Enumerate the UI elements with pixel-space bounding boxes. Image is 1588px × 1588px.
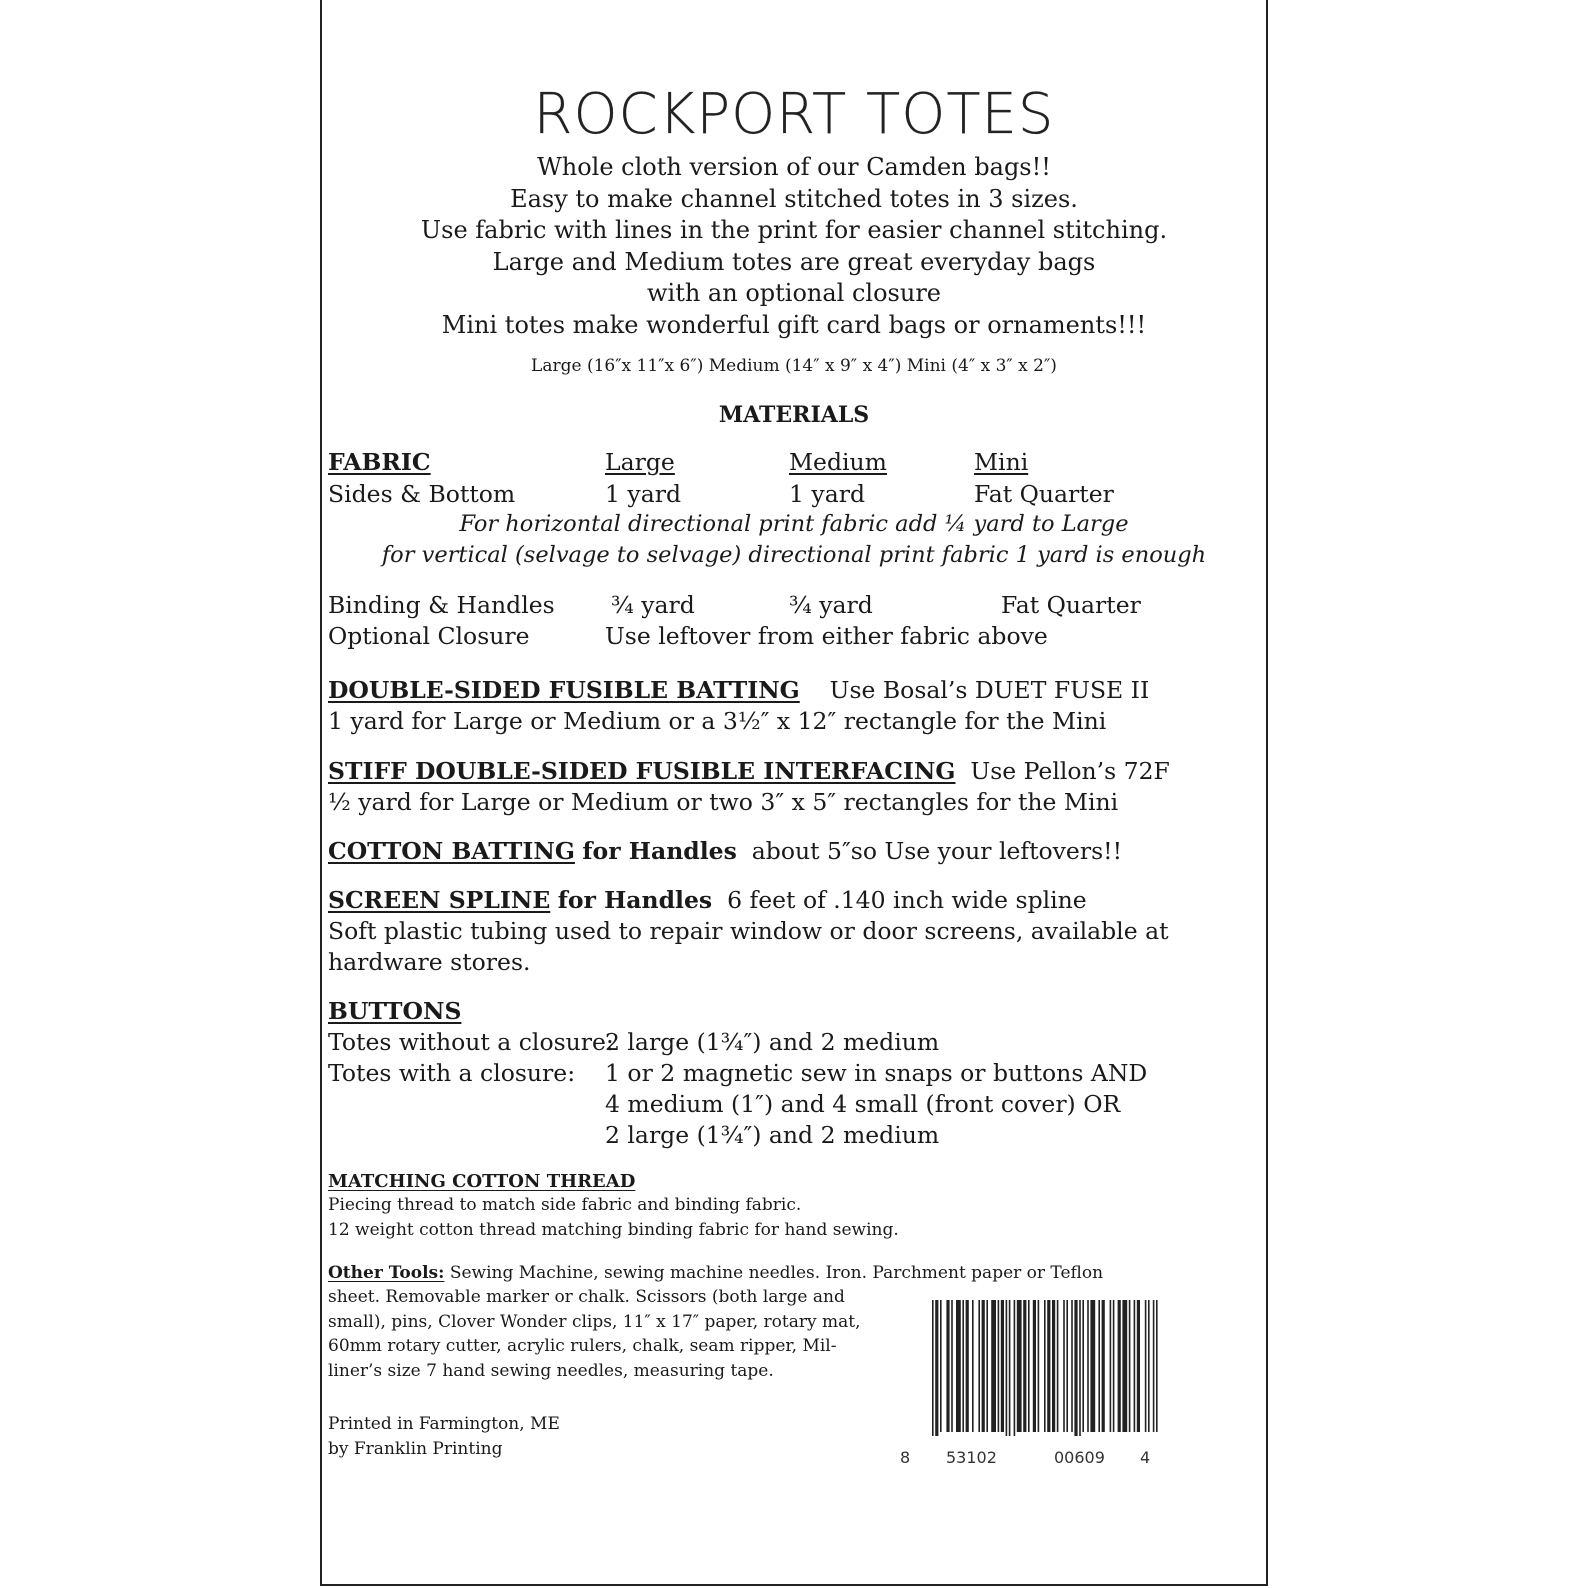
printed-line-1: Printed in Farmington, ME <box>328 1414 560 1434</box>
barcode-bar <box>1044 1300 1046 1432</box>
barcode-bar <box>1079 1300 1081 1436</box>
fabric-note-vertical: for vertical (selvage to selvage) directional print fabric 1 yard is enough <box>381 542 1207 568</box>
interfacing-section <box>328 757 1170 785</box>
barcode-bar <box>956 1300 961 1432</box>
barcode-digit-first: 8 <box>900 1448 911 1467</box>
barcode-bar <box>978 1300 980 1432</box>
barcode-bar <box>1087 1300 1089 1432</box>
without-closure-label: Totes without a closure: <box>328 1028 614 1056</box>
barcode-bar <box>1038 1300 1040 1432</box>
spline-for: for Handles <box>557 886 713 914</box>
barcode-bar <box>1090 1300 1095 1432</box>
barcode-bar <box>1145 1300 1147 1432</box>
barcode-digit-last: 4 <box>1140 1448 1151 1467</box>
spline-description-2: hardware stores. <box>328 948 531 976</box>
intro-line: Large and Medium totes are great everyday bags <box>492 247 1096 276</box>
barcode-bar <box>1148 1300 1150 1432</box>
barcode-digits-right: 00609 <box>1054 1448 1105 1467</box>
barcode-bar <box>1110 1300 1112 1432</box>
pattern-back-cover <box>320 0 1268 1586</box>
barcode-bar <box>1102 1300 1105 1432</box>
barcode-bar <box>1082 1300 1084 1432</box>
barcode-bar <box>946 1300 949 1432</box>
binding-medium-value: ¾ yard <box>789 591 873 619</box>
barcode-bar <box>966 1300 969 1432</box>
barcode-bar <box>1066 1300 1068 1432</box>
batting-section <box>328 676 1149 704</box>
column-large: Large <box>605 448 675 476</box>
barcode-bar <box>932 1300 934 1436</box>
tools-line-5: liner’s size 7 hand sewing needles, measuring tape. <box>328 1361 774 1381</box>
tools-line-1 <box>328 1261 1103 1285</box>
batting-amount: 1 yard for Large or Medium or a 3½″ x 12″ rectangle for the Mini <box>328 707 1107 735</box>
barcode-bar <box>1156 1300 1158 1432</box>
barcode-bar <box>991 1300 996 1432</box>
barcode-bar <box>1047 1300 1050 1432</box>
sides-bottom-label: Sides & Bottom <box>328 480 516 508</box>
barcode-bar <box>1009 1300 1011 1436</box>
with-closure-line-2: 4 medium (1″) and 4 small (front cover) OR <box>605 1090 1121 1118</box>
tools-heading: Other Tools: <box>328 1263 445 1283</box>
barcode-bar <box>1063 1300 1065 1432</box>
cotton-batting-for: for Handles <box>582 837 737 865</box>
barcode-bar <box>986 1300 988 1432</box>
thread-line-2: 12 weight cotton thread matching binding fabric for hand sewing. <box>328 1220 899 1240</box>
intro-line: with an optional closure <box>646 279 941 307</box>
barcode-bar <box>1052 1300 1055 1432</box>
barcode-bar <box>1001 1300 1004 1432</box>
intro-line: Use fabric with lines in the print for easier channel stitching. <box>420 216 1168 244</box>
thread-heading: MATCHING COTTON THREAD <box>328 1171 636 1192</box>
tote-sizes: Large (16″x 11″x 6″) Medium (14″ x 9″ x 4″) Mini (4″ x 3″ x 2″) <box>531 356 1057 376</box>
spline-section <box>328 886 1087 914</box>
tools-text-1: Sewing Machine, sewing machine needles. Iron. Parchment paper or Teflon <box>449 1263 1104 1283</box>
barcode-bar <box>1028 1300 1030 1432</box>
materials-heading: MATERIALS <box>718 402 870 428</box>
cotton-batting-text: about 5″so Use your leftovers!! <box>751 837 1123 865</box>
spline-description-1: Soft plastic tubing used to repair window or door screens, available at <box>328 917 1169 945</box>
barcode-bar <box>1017 1300 1022 1432</box>
column-medium: Medium <box>789 448 887 476</box>
cotton-batting-section <box>328 837 1122 865</box>
tools-line-4: 60mm rotary cutter, acrylic rulers, chalk, seam ripper, Mil- <box>328 1336 837 1356</box>
barcode-bar <box>1014 1300 1016 1436</box>
barcode-bar <box>1006 1300 1008 1436</box>
intro-line: Whole cloth version of our Camden bags!! <box>537 153 1051 181</box>
tools-line-3: small), pins, Clover Wonder clips, 11″ x 17″ paper, rotary mat, <box>328 1312 861 1332</box>
with-closure-line-1: 1 or 2 magnetic sew in snaps or buttons AND <box>605 1059 1148 1087</box>
interfacing-product: Use Pellon’s 72F <box>970 757 1170 785</box>
upc-barcode <box>932 1300 1158 1436</box>
barcode-bar <box>1033 1300 1036 1432</box>
barcode-bar <box>1071 1300 1073 1432</box>
intro-line: Easy to make channel stitched totes in 3 sizes. <box>510 184 1078 213</box>
sides-medium-value: 1 yard <box>789 480 865 508</box>
binding-handles-label: Binding & Handles <box>328 591 555 619</box>
with-closure-label: Totes with a closure: <box>328 1059 576 1087</box>
barcode-bar <box>1057 1300 1059 1432</box>
spline-text: 6 feet of .140 inch wide spline <box>727 886 1087 914</box>
barcode-bar <box>982 1300 985 1432</box>
intro-text <box>322 152 1266 341</box>
barcode-bar <box>1122 1300 1127 1432</box>
column-mini: Mini <box>974 448 1029 476</box>
barcode-bar <box>1098 1300 1100 1432</box>
page-title: ROCKPORT TOTES <box>533 82 1055 147</box>
thread-line-1: Piecing thread to match side fabric and binding fabric. <box>328 1195 802 1215</box>
batting-product: Use Bosal’s DUET FUSE II <box>829 676 1150 704</box>
printed-line-2: by Franklin Printing <box>328 1439 503 1459</box>
barcode-bar <box>935 1300 938 1436</box>
barcode-bar <box>1134 1300 1136 1432</box>
fabric-heading: FABRIC <box>328 448 431 476</box>
tools-line-2: sheet. Removable marker or chalk. Scissors (both large and <box>328 1287 845 1307</box>
intro-line: Mini totes make wonderful gift card bags or ornaments!!! <box>441 310 1147 339</box>
optional-closure-value: Use leftover from either fabric above <box>605 622 1048 650</box>
without-closure-value: 2 large (1¾″) and 2 medium <box>605 1028 940 1056</box>
barcode-bar <box>1113 1300 1115 1432</box>
barcode-bar <box>951 1300 953 1432</box>
optional-closure-label: Optional Closure <box>328 622 530 650</box>
barcode-bar <box>1153 1300 1155 1432</box>
cotton-batting-heading: COTTON BATTING <box>328 837 575 865</box>
binding-mini-value: Fat Quarter <box>1001 591 1141 619</box>
barcode-bar <box>1137 1300 1140 1432</box>
barcode-bar <box>962 1300 964 1432</box>
spline-heading: SCREEN SPLINE <box>328 886 551 914</box>
batting-heading: DOUBLE-SIDED FUSIBLE BATTING <box>328 676 800 704</box>
barcode-bar <box>1129 1300 1131 1432</box>
buttons-heading: BUTTONS <box>328 997 462 1025</box>
barcode-bar <box>972 1300 974 1432</box>
barcode-bar <box>1118 1300 1121 1432</box>
interfacing-heading: STIFF DOUBLE-SIDED FUSIBLE INTERFACING <box>328 757 956 785</box>
binding-large-value: ¾ yard <box>611 591 695 619</box>
interfacing-amount: ½ yard for Large or Medium or two 3″ x 5″ rectangles for the Mini <box>328 788 1119 816</box>
barcode-bar <box>1074 1300 1077 1436</box>
barcode-bar <box>940 1300 942 1432</box>
with-closure-line-3: 2 large (1¾″) and 2 medium <box>605 1121 940 1149</box>
fabric-note-horizontal: For horizontal directional print fabric add ¼ yard to Large <box>459 511 1129 537</box>
sides-mini-value: Fat Quarter <box>974 480 1114 508</box>
barcode-bar <box>998 1300 1000 1432</box>
sides-large-value: 1 yard <box>605 480 681 508</box>
barcode-bar <box>1023 1300 1026 1432</box>
barcode-digits-left: 53102 <box>946 1448 997 1467</box>
